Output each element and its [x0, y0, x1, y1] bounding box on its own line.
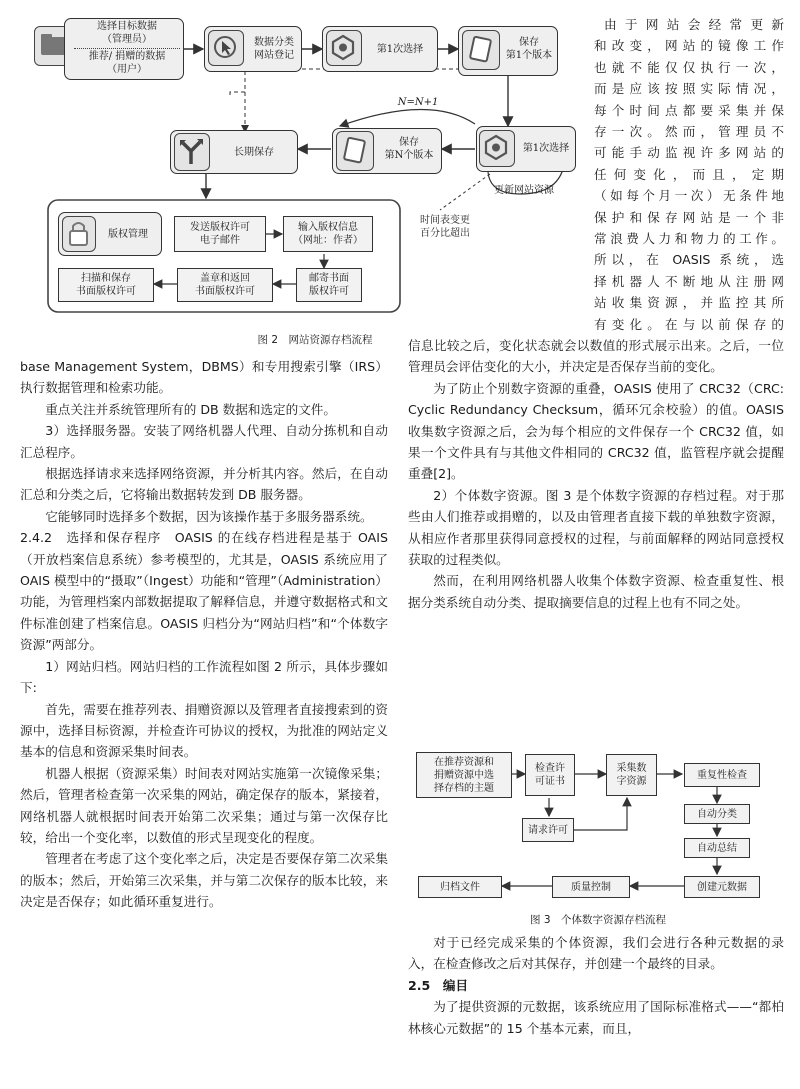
save1-label: 保存 第1个版本: [505, 37, 553, 61]
copyright-label: 版权管理: [108, 229, 148, 240]
mail-paper-box: 邮寄书面 版权许可: [296, 268, 362, 302]
first-select2-label: 第1次选择: [522, 143, 570, 154]
right-bottom-column: [408, 932, 784, 1039]
request-box: 请求许可: [522, 818, 574, 842]
auto-sum-box: 自动总结: [684, 838, 750, 858]
hexagon-icon: [480, 131, 513, 165]
line: （如每个月一次）无条件地: [594, 188, 784, 204]
line: 而是应该按照实际情况，: [594, 81, 784, 97]
first-select-label: 第1次选择: [376, 44, 424, 55]
topic-box: 在推荐资源和 捐赠资源中选 择存档的主题: [416, 752, 512, 798]
figure-2: [20, 14, 590, 326]
pad-icon-box: [462, 30, 500, 70]
paragraph: 然而，在利用网络机器人收集个体数字资源、检查重复性、根据分类系统自动分类、提取摘要信息的过程上也有不同之处。: [408, 573, 784, 610]
scan-save-box: 扫描和保存 书面版权许可: [58, 268, 154, 302]
figure-3-caption: 图 3 个体数字资源存档流程: [529, 914, 667, 926]
line: 站收集资源，并监控其所: [594, 295, 784, 311]
line: 任何变化，而且，定期: [594, 166, 784, 182]
saveN-label: 保存 第N个版本: [384, 137, 434, 161]
select-target-label: 选择目标数据 （管理员）: [97, 21, 157, 45]
line: 由于网站会经常更新: [604, 17, 784, 32]
line: 常浪费人力和物力的工作。: [594, 231, 784, 247]
paragraph: 为了防止个别数字资源的重叠，OASIS 使用了 CRC32（CRC: Cyclic Redundancy Checksum，循环冗余校验）的值。OASIS 收集数字资源之后，会为每个相应的文件保存一个 CRC32 值，如果一个文件具有与其他文件相同的 CRC32 值，监管程序就会提醒重叠[2]。: [408, 380, 784, 482]
figure-3: [412, 750, 784, 910]
paragraph: 信息比较之后，变化状态就会以数值的形式展示出来。之后，一位管理员会评估变化的大小，并决定是否保存当前的变化。: [408, 338, 784, 375]
paragraph: 1）网站归档。网站归档的工作流程如图 2 所示，具体步骤如下:: [20, 658, 388, 696]
line: 有变化。在与以前保存的: [594, 316, 784, 332]
line: 和改变，网站的镜像工作: [594, 38, 784, 54]
cursor-icon: [209, 31, 242, 64]
paragraph: 机器人根据（资源采集）时间表对网站实施第一次镜像采集；然后，管理者检查第一次采集的网站，确定保存的版本，紧接着，网络机器人就根据时间表开始第二次采集；通过与第一次保存比较，给出一个变化率，以数值的形式呈现变化的程度。: [20, 765, 388, 845]
paragraph: 3）选择服务器。安装了网络机器人代理、自动分拣机和自动汇总程序。: [20, 423, 388, 460]
loop-label: N=N+1: [397, 97, 439, 108]
meta-box: 创建元数据: [684, 876, 760, 898]
paragraph: 为了提供资源的元数据，该系统应用了国际标准格式——“都柏林核心元数据”的 15 个基本元素，而且，: [408, 999, 784, 1036]
recommend-label: 推荐/ 捐赠的数据 （用户）: [88, 51, 166, 75]
paragraph: 2）个体数字资源。图 3 是个体数字资源的存档过程。对于那些由人们推荐或捐赠的，以及由管理者直接下载的单独数字资源，从相应作者那里获得同意授权的过程，与前面解释的网站同意授权获取的过程类似。: [408, 487, 784, 568]
line: 所以，在 OASIS 系统，选: [594, 252, 784, 268]
update-label: 更新网站资源: [494, 185, 554, 196]
line: 择机器人不断地从注册网: [594, 273, 784, 289]
left-column: [20, 356, 388, 913]
long-term-label: 长期保存: [234, 147, 274, 158]
right-top-column: [594, 14, 784, 335]
hexagon-icon: [327, 31, 360, 64]
paragraph: 2.4.2 选择和保存程序 OASIS 的在线存档进程是基于 OAIS（开放档案信息系统）参考模型的，尤其是，OASIS 系统应用了 OAIS 模型中的“摄取”（Ingest）功能和“管理”（Administration）功能，为管理档案内部数据提取了解释信息，并遵守数据格式和文件标准创建了档案信息。OASIS 归档分为“网站归档”和“个体数字资源”两部分。: [20, 530, 388, 653]
paragraph: 对于已经完成采集的个体资源，我们会进行各种元数据的录入，在检查修改之后对其保存，并创建一个最终的目录。: [408, 935, 784, 972]
lock-icon: [63, 217, 94, 250]
figure-2-caption: 图 2 网站资源存档流程: [257, 334, 373, 346]
hexagon2-icon-box: [479, 130, 515, 167]
auto-class-box: 自动分类: [684, 804, 750, 824]
schedule-label: 时间表变更 百分比超出: [420, 215, 470, 239]
lock-icon-box: [62, 216, 96, 252]
paragraph: 它能够同时选择多个数据，因为该操作基于多服务器系统。: [45, 508, 373, 524]
send-mail-box: 发送版权许可 电子邮件: [174, 216, 266, 252]
archive-box: 归档文件: [418, 876, 502, 898]
line: 每个时间点都要采集并保: [594, 102, 784, 118]
line: 可能手动监视许多网站的: [594, 145, 784, 161]
paragraph: base Management System，DBMS）和专用搜索引擎（IRS）执行数据管理和检索功能。: [20, 359, 388, 396]
quality-box: 质量控制: [552, 876, 630, 898]
document-icon: [337, 132, 372, 169]
paragraph: 管理者在考虑了这个变化率之后，决定是否要保存第二次采集的版本；然后，开始第三次采集，并与第二次保存的版本比较，来决定是否保存；如此循环重复进行。: [20, 851, 388, 910]
section-heading: 2.5 编目: [408, 977, 469, 993]
right-column: [408, 335, 784, 613]
hexagon-icon-box: [326, 30, 362, 66]
stamp-return-box: 盖章和返回 书面版权许可: [177, 268, 273, 302]
arrow-icon-box: [174, 133, 210, 171]
collect-box: 采集数 字资源: [606, 754, 657, 796]
paragraph: 重点关注并系统管理所有的 DB 数据和选定的文件。: [45, 401, 336, 417]
paragraph: 根据选择请求来选择网络资源，并分析其内容。然后，在自动汇总和分类之后，它将输出数据转发到 DB 服务器。: [20, 466, 388, 503]
classify-label: 数据分类 网站登记: [254, 37, 294, 61]
line: 存一次。然而，管理员不: [594, 124, 784, 140]
paragraph: 首先，需要在推荐列表、捐赠资源以及管理者直接搜索到的资源中，选择目标资源，并检查许可协议的授权，为批准的网站定义基本的信息和资源采集时间表。: [20, 701, 388, 760]
merge-arrow-icon: [175, 134, 208, 169]
check-box: 检查许 可证书: [525, 754, 575, 796]
input-info-box: 输入版权信息 （网址：作者）: [283, 216, 373, 252]
document-icon: [463, 31, 498, 68]
line: 也就不能仅仅执行一次，: [594, 59, 784, 75]
cursor-icon-box: [208, 30, 244, 66]
dup-box: 重复性检查: [684, 763, 760, 787]
line: 保护和保存网站是一个非: [594, 209, 784, 225]
dotted-divider: [74, 48, 180, 49]
padN-icon-box: [336, 131, 374, 171]
